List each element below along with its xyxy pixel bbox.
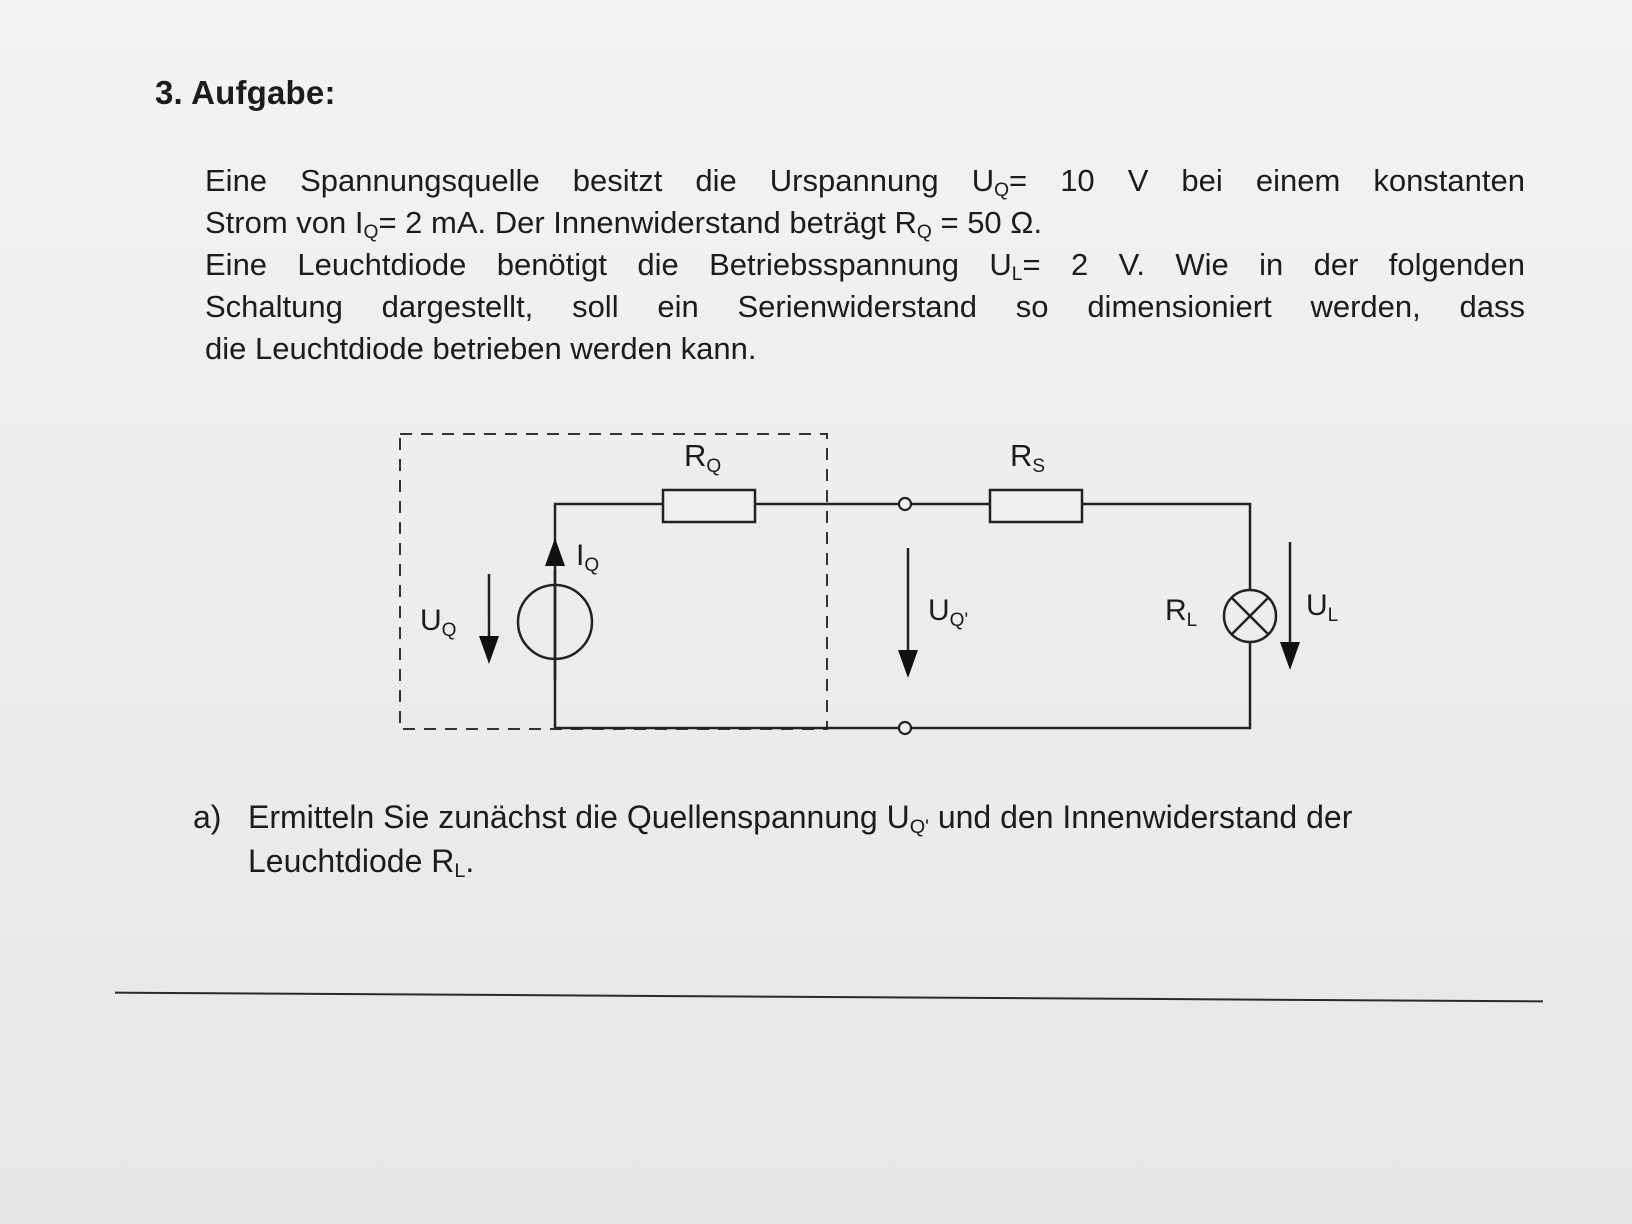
label-rs: RS	[1010, 438, 1046, 477]
subtask-marker: a)	[193, 799, 222, 835]
description-line-4: Schaltung dargestellt, soll ein Serienwiderstand so dimensioniert werden, dass	[205, 289, 1525, 324]
current-source	[518, 570, 592, 680]
lamp-rl	[1224, 590, 1276, 642]
resistor-rq	[663, 490, 755, 522]
description-line-2: Strom von $I_Q= 2$ mA. Der Innenwiderstand beträgt $R_Q = 50$ Ω.	[205, 205, 1043, 243]
current-arrow-iq	[545, 538, 565, 566]
description-line-3: Eine Leuchtdiode benötigt die Betriebsspannung $U_L= 2$ V. Wie in der folgenden	[205, 247, 1525, 285]
task-description	[205, 160, 1525, 370]
label-uq-prime: $U_{Q'}$	[928, 594, 969, 631]
description-line-1: Eine Spannungsquelle besitzt die Urspannung $U_Q= 10$ V bei einem konstanten	[205, 163, 1525, 201]
label-ul: $U_L$	[1306, 589, 1339, 626]
task-heading: 3. Aufgabe:	[155, 74, 336, 111]
label-iq: $I_Q$	[576, 539, 600, 576]
resistor-rs	[990, 490, 1082, 522]
label-rl: $R_L$	[1165, 594, 1198, 631]
circuit-diagram	[380, 420, 1360, 760]
circuit-wires	[555, 504, 1250, 728]
subtask-line-2: Leuchtdiode $R_L$.	[248, 843, 475, 882]
voltage-arrow-ul	[1280, 542, 1300, 670]
source-dashed-box	[400, 434, 827, 729]
voltage-arrow-uq-prime	[898, 548, 918, 678]
answer-line	[115, 992, 1543, 1003]
description-line-5: die Leuchtdiode betrieben werden kann.	[205, 331, 757, 366]
voltage-arrow-uq	[479, 574, 499, 664]
label-uq: $U_Q$	[420, 604, 457, 641]
terminal-top	[899, 498, 911, 510]
subtask-line-1: Ermitteln Sie zunächst die Quellenspannung $U_{Q'}$ und den Innenwiderstand der	[248, 799, 1353, 838]
terminal-bottom	[899, 722, 911, 734]
label-rq: RQ	[684, 438, 722, 477]
subtask-a	[193, 795, 1533, 883]
subtask-text	[248, 795, 1533, 883]
